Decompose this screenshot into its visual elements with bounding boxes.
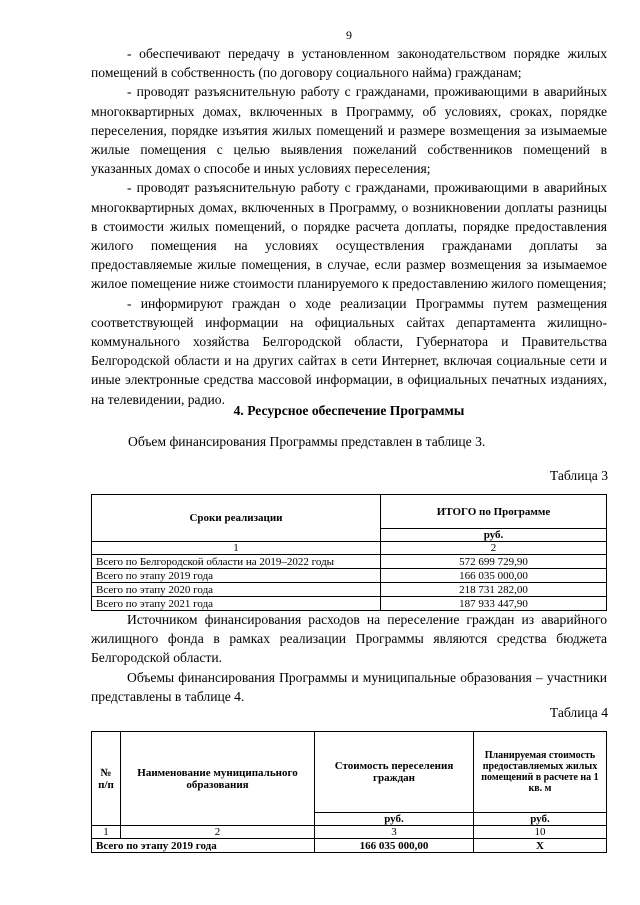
table4-col-number: 3 bbox=[315, 826, 474, 839]
table3-row-value: 218 731 282,00 bbox=[381, 583, 607, 597]
table4-total-cost: 166 035 000,00 bbox=[315, 839, 474, 853]
table4-unit-plan: руб. bbox=[474, 813, 607, 826]
table3-row-value: 187 933 447,90 bbox=[381, 597, 607, 611]
table4-col-number: 2 bbox=[121, 826, 315, 839]
table3-col-number: 1 bbox=[92, 542, 381, 555]
table3-row-label: Всего по этапу 2021 года bbox=[92, 597, 381, 611]
table-4 bbox=[91, 731, 607, 853]
table4-unit-cost: руб. bbox=[315, 813, 474, 826]
table-3 bbox=[91, 494, 607, 611]
list-block bbox=[91, 44, 607, 409]
table3-row-label: Всего по этапу 2020 года bbox=[92, 583, 381, 597]
table4-header-num: № п/п bbox=[92, 732, 121, 826]
table4-header-cost: Стоимость переселения граждан bbox=[315, 732, 474, 813]
table-row bbox=[92, 569, 607, 583]
table3-header-period: Сроки реализации bbox=[92, 495, 381, 542]
table3-header-unit: руб. bbox=[381, 529, 607, 542]
table-row bbox=[92, 583, 607, 597]
after-table-block bbox=[91, 610, 607, 706]
table4-total-plan: Х bbox=[474, 839, 607, 853]
table3-label: Таблица 3 bbox=[549, 468, 608, 483]
list-item: - информируют граждан о ходе реализации Программы путем размещения соответствующей информации на официальных сайтах департамента жилищно-коммунального хозяйства Белгородской области, Губернатора и Правительства Белгородской области и на других сайтах в сети Интернет, включая социальные сети и иные электронные средства массовой информации, в официальных печатных изданиях, на телевидении, радио. bbox=[91, 295, 607, 407]
table-row bbox=[92, 555, 607, 569]
list-item: - проводят разъяснительную работу с гражданами, проживающими в аварийных многоквартирных домах, включенных в Программу, об условиях, сроках, порядке переселения, порядке изъятия жилых помещений и размере возмещения за изымаемые жилые помещения с целью выявления пожеланий собственников помещений в указанных домах о способе и иных условиях переселения; bbox=[91, 84, 607, 177]
list-item: - проводят разъяснительную работу с гражданами, проживающими в аварийных многоквартирных домах, включенных в Программу, о возникновении доплаты разницы в стоимости жилых помещений, о порядке расчета доплаты, порядке предоставления жилого помещения на условиях осуществления гражданами доплаты за предоставляемые жилые помещения, в случае, если размер возмещения за изымаемое жилое помещение ниже стоимости планируемого к предоставлению жилого помещения; bbox=[91, 180, 607, 292]
table3-header-total: ИТОГО по Программе bbox=[381, 495, 607, 529]
table-row bbox=[92, 597, 607, 611]
table4-total-label: Всего по этапу 2019 года bbox=[92, 839, 315, 853]
intro-text: Объем финансирования Программы представлен в таблице 3. bbox=[128, 434, 486, 449]
section-heading: 4. Ресурсное обеспечение Программы bbox=[233, 403, 465, 418]
table3-col-number: 2 bbox=[381, 542, 607, 555]
paragraph: Источником финансирования расходов на переселение граждан из аварийного жилищного фонда в рамках реализации Программы являются средства бюджета Белгородской области. bbox=[91, 612, 607, 666]
page-number: 9 bbox=[346, 28, 352, 42]
table4-col-number: 1 bbox=[92, 826, 121, 839]
table3-row-value: 572 699 729,90 bbox=[381, 555, 607, 569]
table4-header-name: Наименование муниципального образования bbox=[121, 732, 315, 826]
table4-label: Таблица 4 bbox=[549, 705, 608, 720]
table3-row-label: Всего по этапу 2019 года bbox=[92, 569, 381, 583]
paragraph: Объемы финансирования Программы и муниципальные образования – участники представлены в таблице 4. bbox=[91, 669, 607, 704]
table4-header-plan: Планируемая стоимость предоставляемых жилых помещений в расчете на 1 кв. м bbox=[474, 732, 607, 813]
table4-col-number: 10 bbox=[474, 826, 607, 839]
table-row bbox=[92, 839, 607, 853]
table3-row-label: Всего по Белгородской области на 2019–2022 годы bbox=[92, 555, 381, 569]
table3-row-value: 166 035 000,00 bbox=[381, 569, 607, 583]
list-item: - обеспечивают передачу в установленном законодательством порядке жилых помещений в собственность (по договору социального найма) гражданам; bbox=[91, 46, 607, 81]
